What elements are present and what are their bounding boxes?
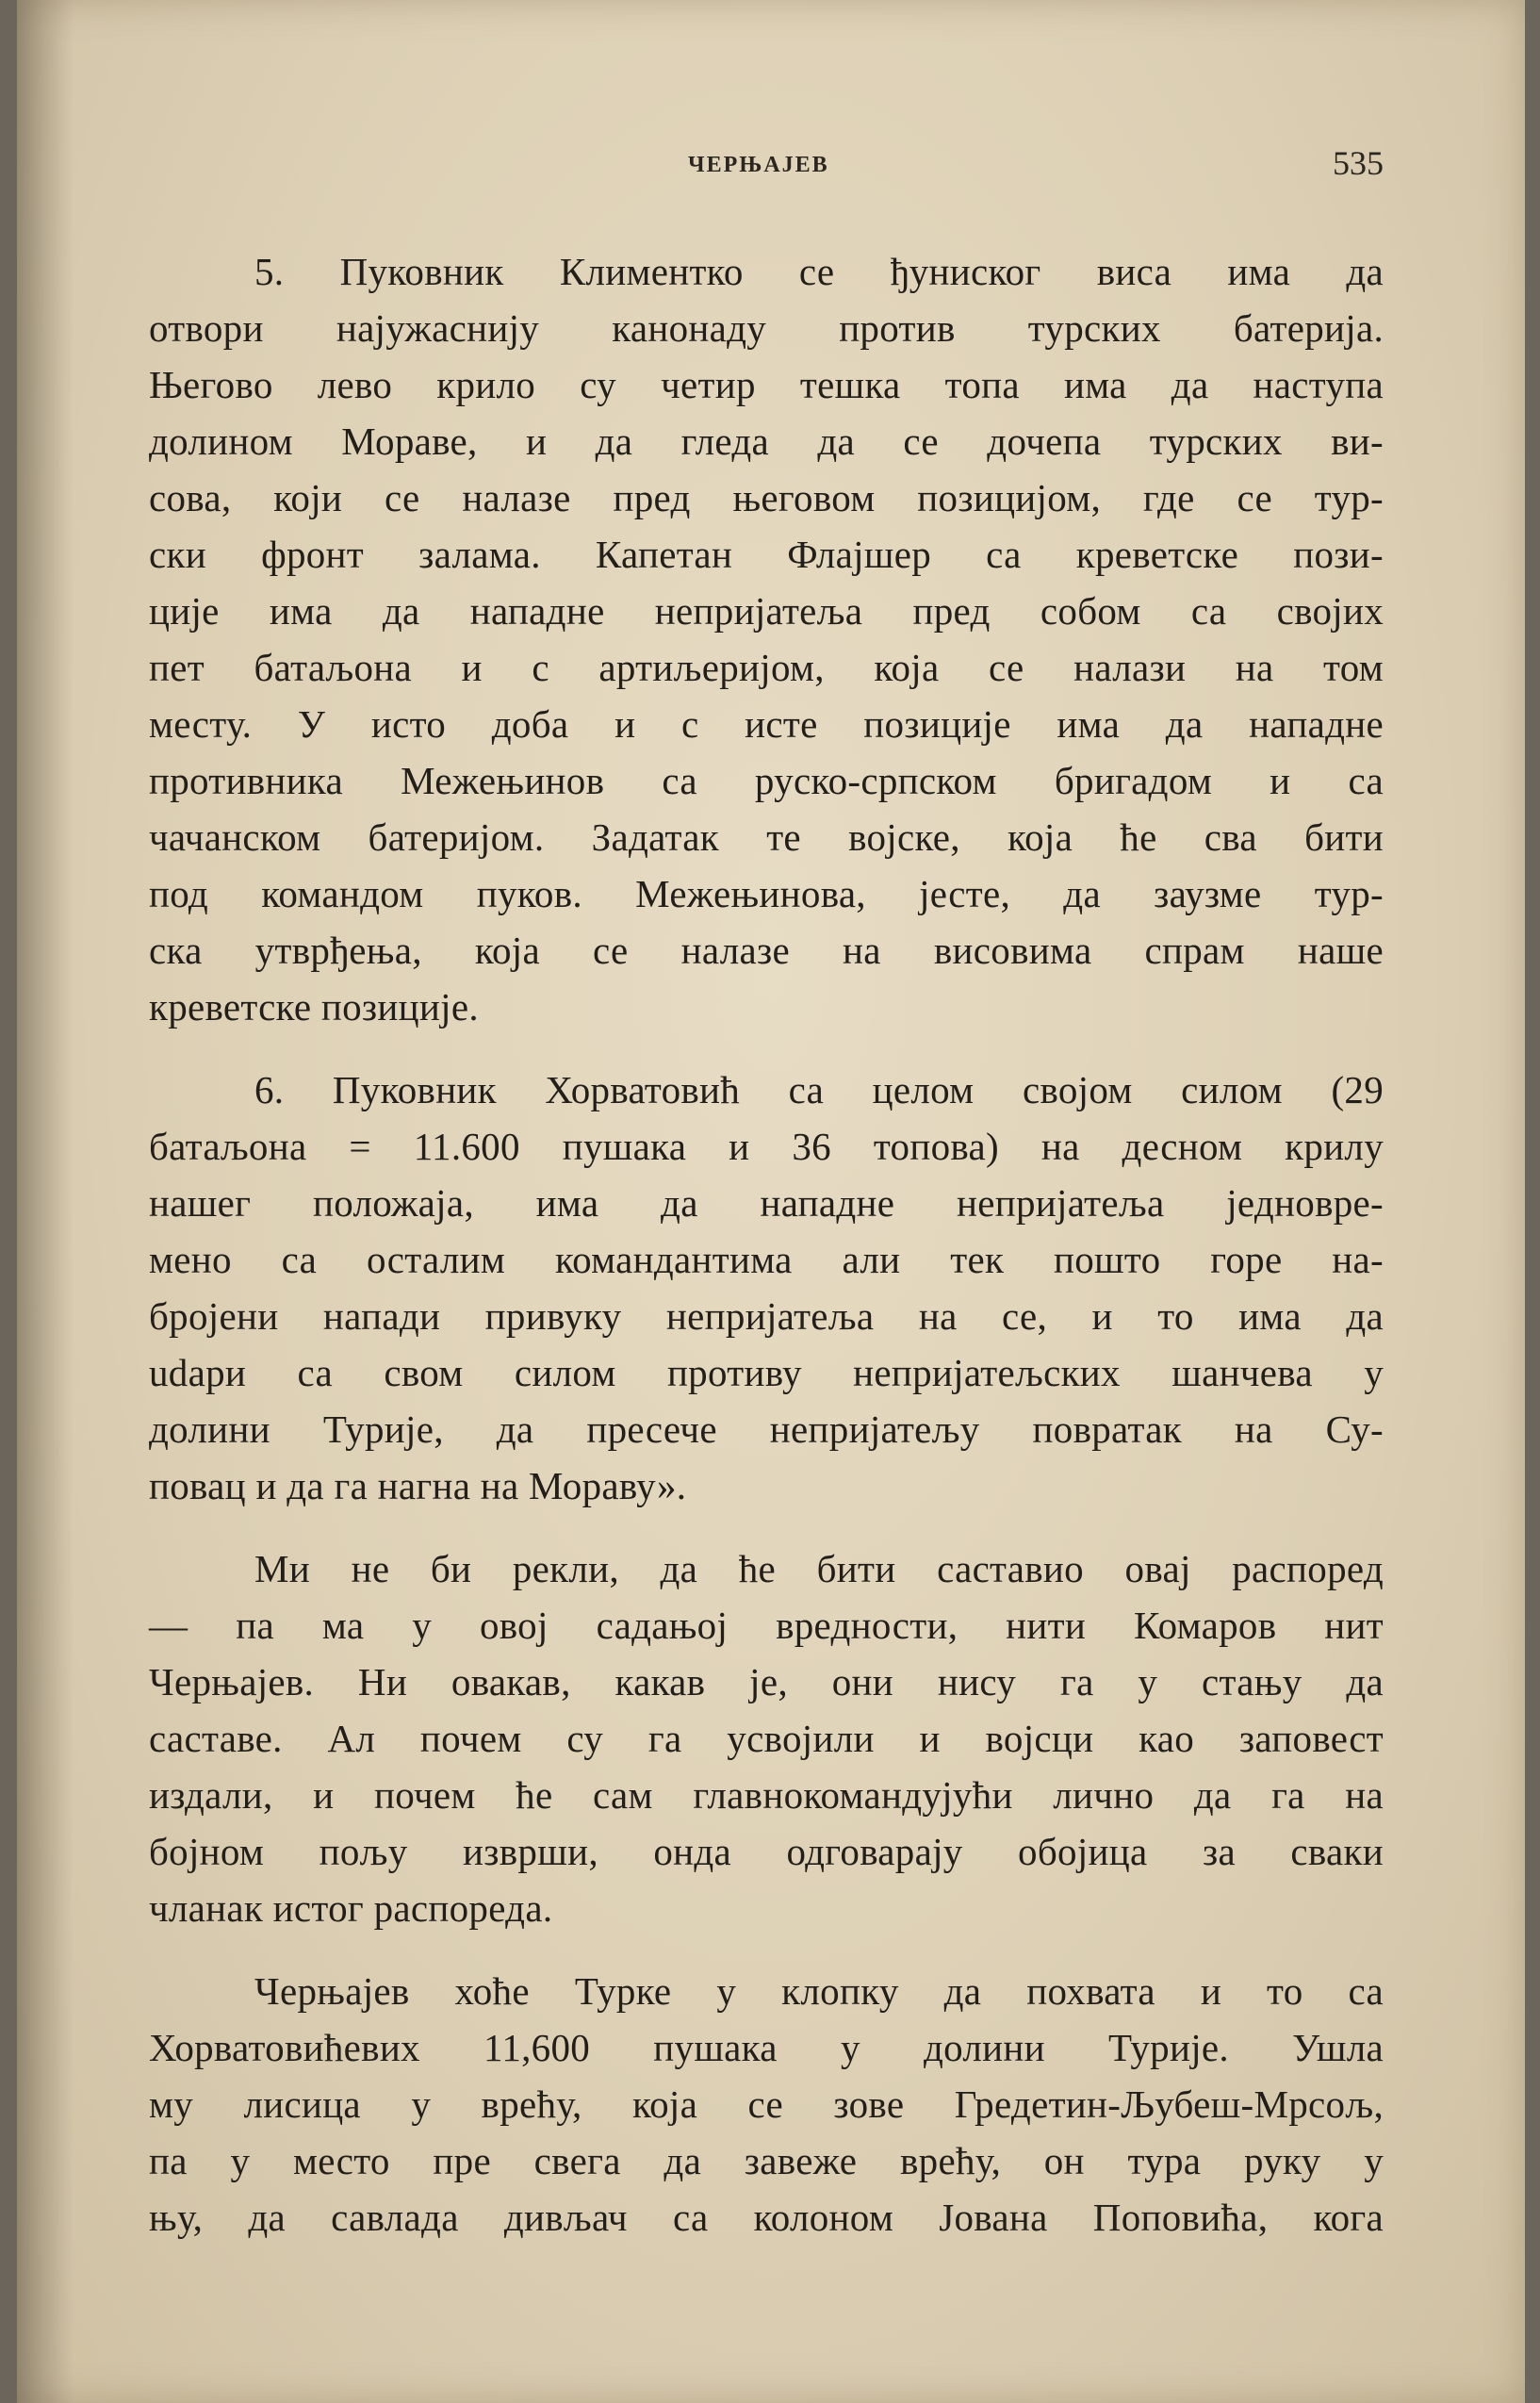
text-line: па у место пре свега да завеже врећу, он тура руку у (149, 2139, 1384, 2182)
text-line: сова, који се налазе пред његовом позицијом, где се тур- (149, 476, 1384, 519)
text-line: 6. Пуковник Хорватовић са целом својом силом (29 (254, 1068, 1384, 1111)
body-text (149, 243, 1384, 2246)
text-line: пет батаљона и с артиљеријом, која се налази на том (149, 646, 1384, 689)
text-line: Черњајев. Ни овакав, какав је, они нису га у стању да (149, 1660, 1384, 1703)
text-line: противника Межењинов са руско-српском бригадом и са (149, 759, 1384, 802)
paragraph-5 (149, 243, 1384, 1035)
text-line: ска утврђења, која се налазе на висовима спрам наше (149, 929, 1384, 972)
paragraph-gap (149, 1936, 1384, 1963)
text-line: Ми не би рекли, да ће бити саставио овај распоред (254, 1547, 1384, 1590)
book-page (17, 0, 1525, 2403)
text-line: долином Мораве, и да гледа да се дочепа турских ви- (149, 420, 1384, 463)
text-line: Његово лево крило су четир тешка топа има да наступа (149, 363, 1384, 406)
text-line: месту. У исто доба и с исте позиције има да нападне (149, 702, 1384, 746)
text-line: ције има да нападне непријатеља пред собом са својих (149, 589, 1384, 633)
text-line: — па ма у овој садањој вредности, нити Комаров нит (149, 1604, 1384, 1647)
paragraph-gap (149, 1514, 1384, 1540)
paragraph-commentary-1 (149, 1540, 1384, 1936)
text-line: издали, и почем ће сам главнокомандујући лично да га на (149, 1773, 1384, 1817)
text-line: повац и да га нагна на Мораву». (149, 1464, 687, 1507)
paragraph-6 (149, 1062, 1384, 1514)
text-line: мено са осталим командантима али тек пошто горе на- (149, 1238, 1384, 1281)
text-line: 5. Пуковник Климентко се ђуниског виса има да (254, 250, 1384, 293)
text-line: долини Турије, да пресече непријатељу повратак на Су- (149, 1407, 1384, 1451)
text-line: батаљона = 11.600 пушака и 36 топова) на десном крилу (149, 1125, 1384, 1168)
text-line: њу, да савлада дивљач са колоном Јована Поповића, кога (149, 2196, 1384, 2239)
text-line: Хорватовићевих 11,600 пушака у долини Турије. Ушла (149, 2026, 1384, 2069)
text-line: креветске позиције. (149, 985, 479, 1029)
text-line: udари са свом силом противу непријатељских шанчева у (149, 1351, 1384, 1394)
text-line: ски фронт залама. Капетан Флајшер са креветске пози- (149, 533, 1384, 576)
text-line: бројени напади привуку непријатеља на се, и то има да (149, 1294, 1384, 1338)
paragraph-commentary-2 (149, 1963, 1384, 2246)
paragraph-gap (149, 1035, 1384, 1062)
page-gutter-shadow (17, 0, 74, 2403)
text-line: под командом пуков. Межењинова, јесте, да заузме тур- (149, 872, 1384, 915)
text-line: Черњајев хоће Турке у клопку да похвата и то са (254, 1969, 1384, 2013)
text-line: отвори најужаснију канонаду против турских батерија. (149, 306, 1384, 350)
text-line: чачанском батеријом. Задатак те војске, која ће сва бити (149, 815, 1384, 859)
text-line: бојном пољу изврши, онда одговарају обојица за сваки (149, 1830, 1384, 1873)
text-line: му лисица у врећу, која се зове Гредетин-Љубеш-Мрсољ, (149, 2082, 1384, 2126)
text-line: саставе. Ал почем су га усвојили и војсци као заповест (149, 1717, 1384, 1760)
running-title: ЧЕРЊАЈЕВ (688, 153, 829, 177)
page-header (139, 143, 1384, 200)
page-number: 535 (1333, 144, 1384, 182)
text-line: чланак истог распореда. (149, 1886, 553, 1930)
text-line: нашег положаја, има да нападне непријатеља једновре- (149, 1181, 1384, 1225)
